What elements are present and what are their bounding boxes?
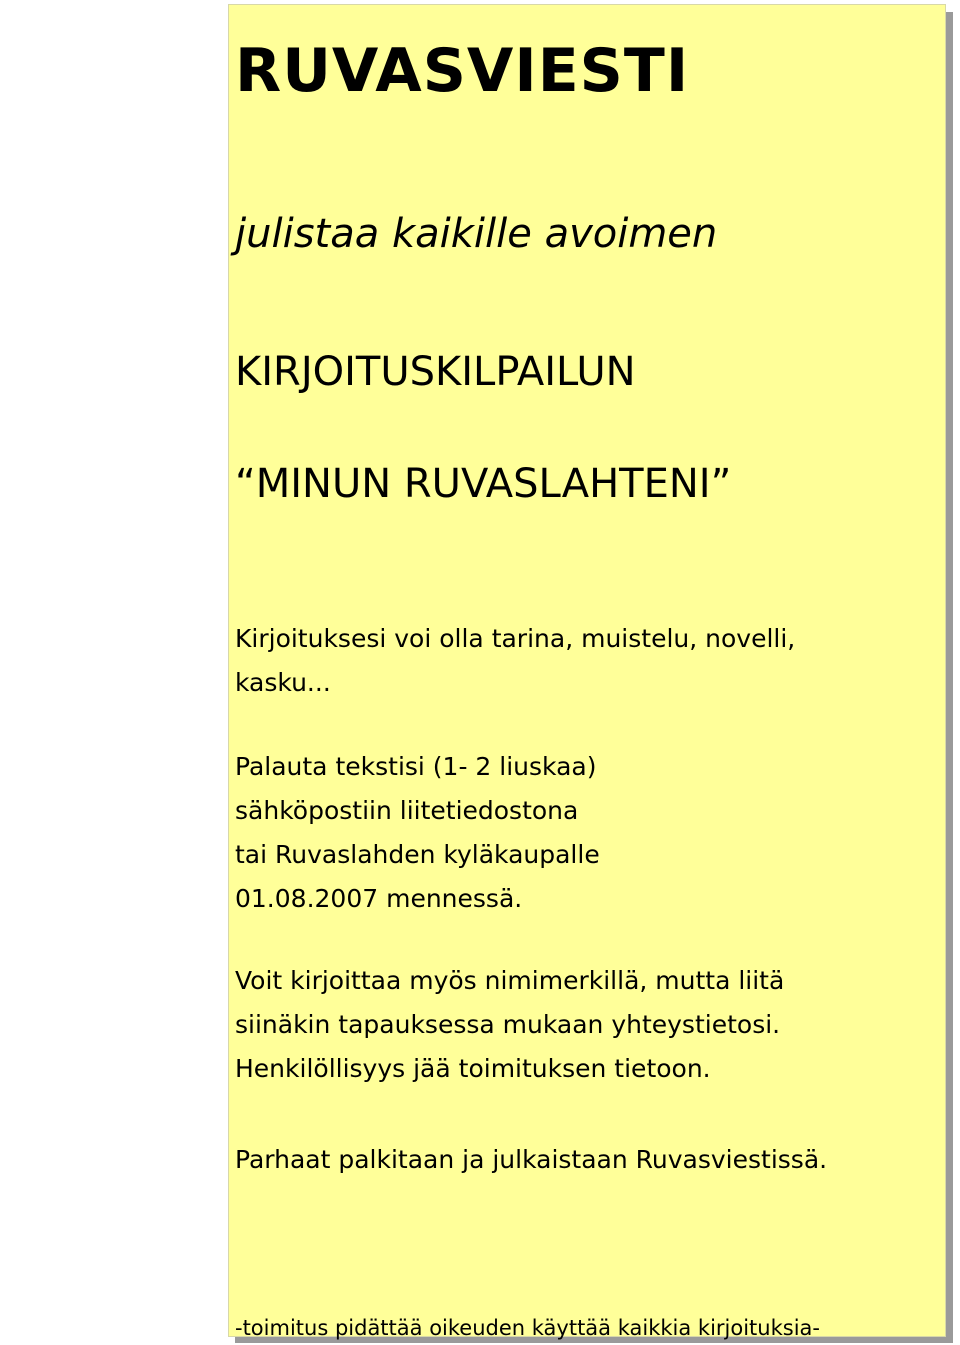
paragraph-writing-types xyxy=(235,617,795,705)
paragraph-pseudonym xyxy=(235,959,784,1091)
footer-note: -toimitus pidättää oikeuden käyttää kaikkia kirjoituksia- xyxy=(235,1316,820,1340)
paragraph-line: tai Ruvaslahden kyläkaupalle xyxy=(235,840,600,869)
contest-heading: KIRJOITUSKILPAILUN xyxy=(235,349,636,395)
paragraph-line: Henkilöllisyys jää toimituksen tietoon. xyxy=(235,1054,711,1083)
paragraph-line: sähköpostiin liitetiedostona xyxy=(235,796,579,825)
poster-title: RUVASVIESTI xyxy=(235,36,690,106)
paragraph-line: Kirjoituksesi voi olla tarina, muistelu, novelli, xyxy=(235,624,796,653)
paragraph-line: Palauta tekstisi (1- 2 liuskaa) xyxy=(235,752,597,781)
paragraph-submission xyxy=(235,745,600,921)
paragraph-rewards: Parhaat palkitaan ja julkaistaan Ruvasviestissä. xyxy=(235,1145,828,1174)
contest-poster xyxy=(228,4,946,1340)
paragraph-line: Voit kirjoittaa myös nimimerkillä, mutta liitä xyxy=(235,966,785,995)
contest-theme: “MINUN RUVASLAHTENI” xyxy=(235,461,732,507)
paragraph-line: 01.08.2007 mennessä. xyxy=(235,884,523,913)
paragraph-line: siinäkin tapauksessa mukaan yhteystietosi. xyxy=(235,1010,781,1039)
paragraph-line: kasku... xyxy=(235,668,331,697)
poster-subtitle: julistaa kaikille avoimen xyxy=(235,211,718,257)
